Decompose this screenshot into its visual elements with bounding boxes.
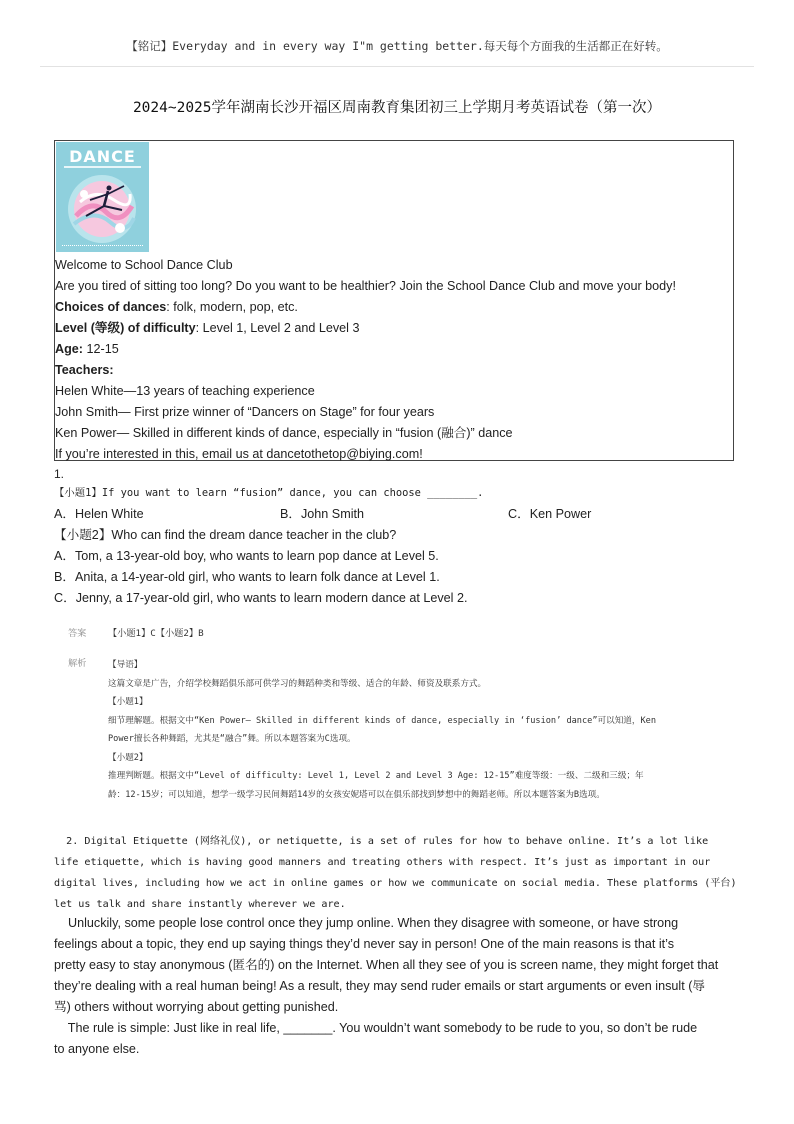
cover-footer <box>62 245 143 249</box>
analysis-text <box>108 656 728 804</box>
ad-text <box>55 255 733 465</box>
dance-club-ad <box>54 140 734 461</box>
question-number: 1. <box>54 467 65 481</box>
option-b: B．Anita, a 14-year-old girl, who wants to learn folk dance at Level 1. <box>54 570 440 584</box>
passage-line: they’re dealing with a real human being! As a result, they may send ruder emails or start arguments or even insult (辱 <box>54 979 705 993</box>
analysis-row <box>68 656 728 804</box>
answer-content: 【小题1】C【小题2】B <box>108 628 204 639</box>
option-a: A．Helen White <box>54 507 144 521</box>
ad-line: Level (等级) of difficulty: Level 1, Level 2 and Level 3 <box>55 321 360 335</box>
passage-line: to anyone else. <box>54 1042 140 1056</box>
analysis-line: Power擅长各种舞蹈，尤其是“融合”舞。所以本题答案为C选项。 <box>108 734 356 744</box>
passage-line: let us talk and share instantly wherever we are. <box>54 899 346 910</box>
ad-line: Choices of dances: folk, modern, pop, etc. <box>55 300 298 314</box>
passage-line: life etiquette, which is having good manners and treating others with respect. It’s just as important in our <box>54 857 711 868</box>
answer-label: 答案 <box>68 628 87 639</box>
ad-line: Age: 12-15 <box>55 342 119 356</box>
question-1-options <box>54 504 744 525</box>
header-motto: 【铭记】Everyday and in every way I"m getting better.每天每个方面我的生活都正在好转。 <box>126 39 668 53</box>
option-c: C．Ken Power <box>508 507 592 521</box>
passage-line: pretty easy to stay anonymous (匿名的) on the Internet. When all they see of you is screen name, they might forget that <box>54 958 719 972</box>
question-1: 【小题1】If you want to learn “fusion” dance, you can choose ________. <box>54 487 484 499</box>
passage-line: 2. Digital Etiquette (网络礼仪), or netiquette, is a set of rules for how to behave online. It’s a lot like <box>54 836 709 847</box>
analysis-line: 龄：12-15岁；可以知道，想学一级学习民间舞蹈14岁的女孩安妮塔可以在俱乐部找到梦想中的舞蹈老师。所以本题答案为B选项。 <box>108 789 605 800</box>
analysis-label: 解析 <box>68 658 87 669</box>
passage-line: digital lives, including how we act in online games or how we communicate on social media. These platforms (平台) <box>54 878 737 889</box>
ad-line: Are you tired of sitting too long? Do you want to be healthier? Join the School Dance Club and move your body! <box>55 279 676 293</box>
ad-line: Welcome to School Dance Club <box>55 258 233 272</box>
cover-subtitle-bar <box>64 166 141 168</box>
passage-line: 骂) others without worrying about getting punished. <box>54 1000 339 1014</box>
analysis-line: 推理判断题。根据文中“Level of difficulty: Level 1, Level 2 and Level 3 Age: 12-15”难度等级：一级、二级和三级；年 <box>108 771 644 781</box>
ad-line: If you’re interested in this, email us at dancetothetop@biying.com! <box>55 447 423 461</box>
option-b: B．John Smith <box>280 507 364 521</box>
passage-line: Unluckily, some people lose control once they jump online. When they disagree with someone, or have strong <box>54 916 679 930</box>
cover-title: DANCE <box>69 147 136 166</box>
ad-line: Helen White—13 years of teaching experience <box>55 384 315 398</box>
dance-book-cover <box>56 142 149 252</box>
passage-2-body <box>54 913 754 1060</box>
analysis-line: 这篇文章是广告，介绍学校舞蹈俱乐部可供学习的舞蹈种类和等级、适合的年龄、师资及联系方式。 <box>108 678 487 689</box>
option-c: C．Jenny, a 17-year-old girl, who wants to learn modern dance at Level 2. <box>54 591 468 605</box>
ad-line: Ken Power— Skilled in different kinds of dance, especially in “fusion (融合)” dance <box>55 426 513 440</box>
dancer-illustration-icon <box>62 172 143 246</box>
ad-line: Teachers: <box>55 363 114 377</box>
question-block <box>54 466 744 609</box>
header-divider <box>40 66 754 67</box>
question-2: 【小题2】Who can find the dream dance teacher in the club? <box>54 528 397 542</box>
analysis-line: 【小题1】 <box>108 697 148 707</box>
option-a: A．Tom, a 13-year-old boy, who wants to learn pop dance at Level 5. <box>54 549 439 563</box>
passage-2-intro <box>54 831 754 915</box>
passage-line: feelings about a topic, they end up saying things they’d never say in person! One of the main reasons is that it’s <box>54 937 675 951</box>
ad-line: John Smith— First prize winner of “Dancers on Stage” for four years <box>55 405 435 419</box>
passage-line: The rule is simple: Just like in real life, _______. You wouldn’t want somebody to be rude to you, so don’t be rude <box>54 1021 698 1035</box>
page-title: 2024~2025学年湖南长沙开福区周南教育集团初三上学期月考英语试卷（第一次） <box>132 100 662 116</box>
answer-section <box>68 626 728 804</box>
analysis-line: 【导语】 <box>108 660 143 670</box>
analysis-line: 细节理解题。根据文中“Ken Power— Skilled in different kinds of dance, especially in ‘fusion’ dance”可以知道，Ken <box>108 715 656 726</box>
analysis-line: 【小题2】 <box>108 752 148 763</box>
answer-row <box>68 626 728 642</box>
